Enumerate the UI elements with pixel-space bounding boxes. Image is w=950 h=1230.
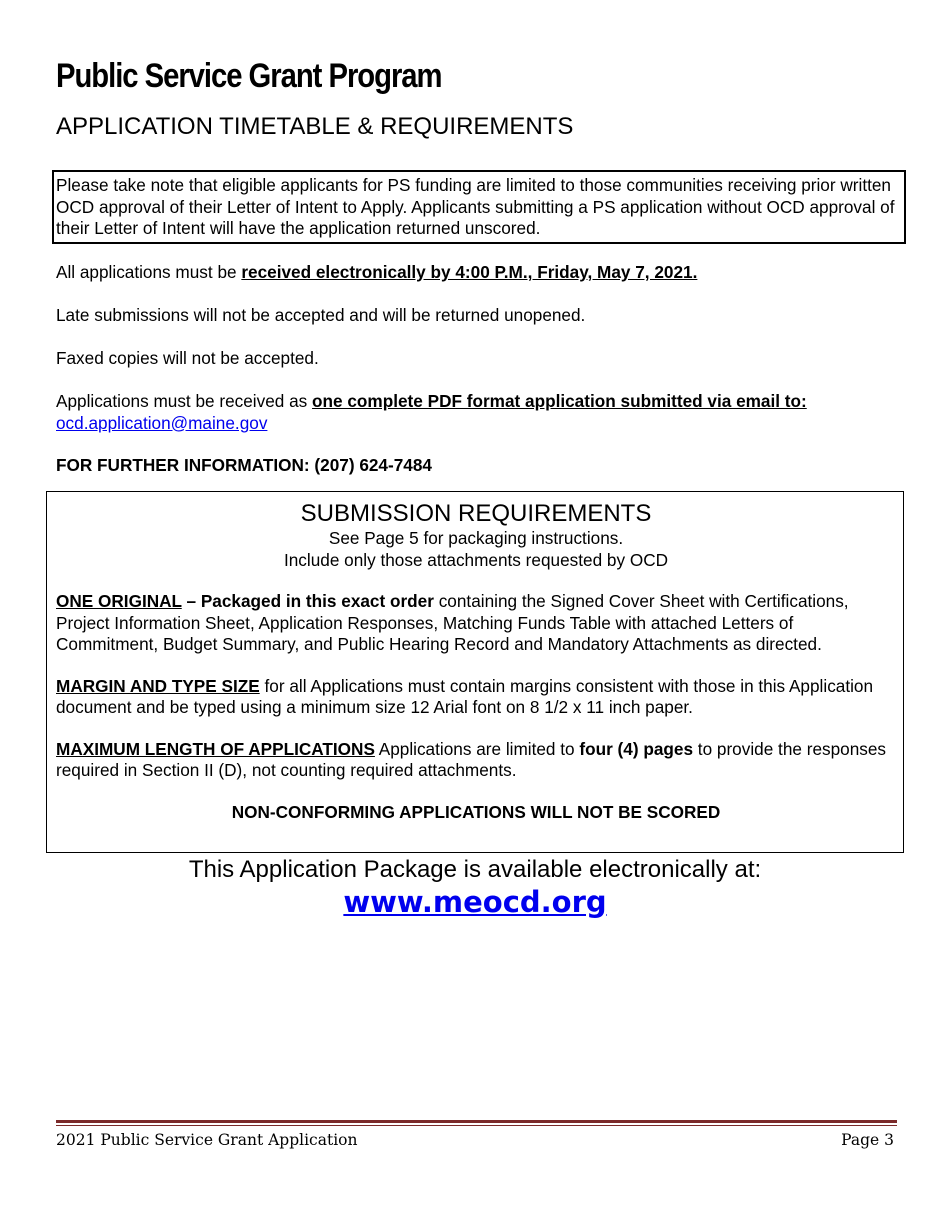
maximum-length-label: MAXIMUM LENGTH OF APPLICATIONS: [56, 738, 375, 759]
submission-email-link[interactable]: ocd.application@maine.gov: [56, 412, 268, 433]
deadline-paragraph: [56, 262, 904, 284]
pdf-emphasis: one complete PDF format application submitted via email to:: [312, 391, 807, 411]
late-submission-paragraph: Late submissions will not be accepted and will be returned unopened.: [56, 305, 586, 325]
attachments-note: Include only those attachments requested by OCD: [283, 549, 669, 570]
margin-type-size-section: [56, 676, 896, 719]
submission-requirements-box: [46, 491, 904, 853]
website-link[interactable]: www.meocd.org: [343, 885, 607, 919]
maximum-length-text: to provide the responses required in Section II (D), not counting required attachments.: [56, 738, 887, 780]
further-information-line: FOR FURTHER INFORMATION: (207) 624-7484: [56, 455, 432, 475]
fax-paragraph: Faxed copies will not be accepted.: [56, 348, 319, 368]
pdf-submission-paragraph: [56, 391, 904, 434]
footer-divider: [56, 1120, 897, 1123]
eligibility-notice-box: [52, 170, 906, 244]
pdf-prefix: Applications must be received as: [56, 391, 313, 411]
margin-type-size-label: MARGIN AND TYPE SIZE: [56, 675, 260, 696]
packaging-instructions-note: See Page 5 for packaging instructions.: [328, 528, 624, 548]
one-original-section: [56, 591, 896, 656]
page-subtitle: APPLICATION TIMETABLE & REQUIREMENTS: [56, 113, 574, 140]
deadline-emphasis: received electronically by 4:00 P.M., Friday, May 7, 2021.: [241, 262, 698, 282]
one-original-label: ONE ORIGINAL: [56, 591, 182, 611]
submission-requirements-heading: SUBMISSION REQUIREMENTS: [300, 500, 652, 527]
availability-text: This Application Package is available electronically at:: [188, 856, 762, 883]
footer-divider-thin: [56, 1125, 897, 1126]
page-title: Public Service Grant Program: [56, 57, 442, 95]
deadline-prefix: All applications must be: [56, 262, 242, 282]
maximum-length-section: [56, 739, 896, 782]
eligibility-notice-text: Please take note that eligible applicants for PS funding are limited to those communities receiving prior written OCD approval of their Letter of Intent to Apply. Applicants submitting a PS application without OCD approval of their Letter of Intent will have the application returned unscored.: [56, 175, 895, 238]
maximum-length-pages: four (4) pages: [579, 738, 694, 759]
footer-document-title: 2021 Public Service Grant Application: [56, 1131, 358, 1149]
one-original-bold: – Packaged in this exact order: [181, 591, 434, 611]
one-original-text: containing the Signed Cover Sheet with Certifications, Project Information Sheet, Application Responses, Matching Funds Table with attached Letters of Commitment, Budget Summary, and Public Hearing Record and Mandatory Attachments as directed.: [56, 591, 849, 654]
margin-type-size-text: for all Applications must contain margins consistent with those in this Application document and be typed using a minimum size 12 Arial font on 8 1/2 x 11 inch paper.: [56, 675, 874, 717]
footer-page-number: Page 3: [841, 1131, 894, 1149]
document-page: [56, 0, 904, 1230]
maximum-length-mid: Applications are limited to: [374, 738, 580, 759]
non-conforming-warning: NON-CONFORMING APPLICATIONS WILL NOT BE SCORED: [231, 801, 721, 822]
